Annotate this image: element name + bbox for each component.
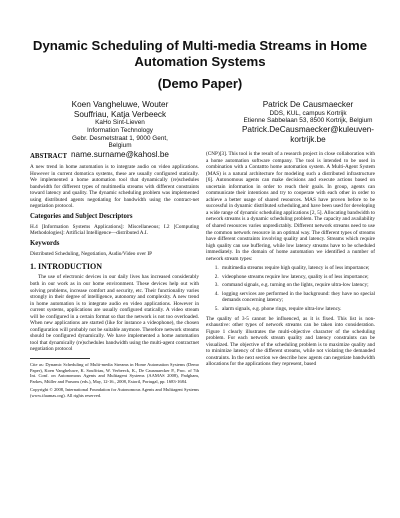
- body-paragraph: The quality of 3-5 cannot be influenced, as it is fixed. This list is non-exhaustive: other types of network streams can be taken into consideration. Figure 1 clearly illustrates the multi-objective character of the scheduling problem. For each network stream quality and latency constraints can be visualized. The objective of the scheduling problem is to maximize quality and to minimize latency of the different streams, while not violating the demanded constraints. In the next section we describe how agents can negotiate bandwidth allocations for the applications they represent, based: [206, 315, 375, 368]
- copyright-footnote: Copyright © 2008, International Foundation for Autonomous Agents and Multiagent Systems (www.ifaamas.org). All rights reserved.: [30, 387, 199, 398]
- affiliation-line: Information Technology: [87, 126, 153, 134]
- list-item: 5. alarm signals, e.g. phone rings, require ultra-low latency.: [220, 306, 375, 313]
- introduction-heading: 1. INTRODUCTION: [30, 262, 103, 272]
- list-item: 3. command signals, e.g. turning on the lights, require ultra-low latency;: [220, 282, 375, 289]
- footnote-rule: [30, 358, 90, 359]
- author-names: Koen Vangheluwe, Wouter Souffriau, Katja Verbeeck: [71, 100, 169, 119]
- list-item: 2. videophone streams require low latency, quality is of less importance;: [220, 274, 375, 281]
- abstract-heading: ABSTRACT: [30, 153, 68, 160]
- affiliation-line: KaHo Sint-Lieven: [95, 119, 145, 127]
- left-column: [30, 151, 199, 402]
- paper-title: Dynamic Scheduling of Multi-media Streams in Home Automation Systems: [32, 38, 368, 69]
- introduction-text: The use of electronic devices in our daily lives has increased considerably both in our work as in our home environment. These devices help out with solving problems, increase comfort and security, etc. Their functionality varies strongly in their degree of intelligence, autonomy and complexity. A new trend in home automation is to integrate audio en video applications. However in current systems, applications are usually configured statically. A video stream will be configured in a certain format so that the network is not too overloaded. When new applications are started (like for instance a videophone), the chosen configuration will probably not be suitable anymore. Therefore network streams should be configured dynamically. We have implemented a home automation tool that dynamically (re)schedules bandwidth using the multi-agent contractnet negotiation protocol: [30, 274, 199, 353]
- abstract-text: A new trend in home automation is to integrate audio on video applications. However in current domotica systems, these are usually configured statically. We implemented a home automation tool that dynamically (re)schedules bandwidth for different types of multimedia streams with different constraints toward latency and quality. The dynamic scheduling problem was implemented using distributed agents negotiating for bandwidth using the contract-net negotiation protocol.: [30, 164, 199, 210]
- keywords-text: Distributed Scheduling, Negotiation, Audio/Video over IP: [30, 250, 153, 257]
- author-names: Patrick De Causmaecker: [262, 100, 354, 109]
- author-email: Patrick.DeCausmaecker@kuleuven-kortrijk.be: [241, 125, 375, 144]
- list-item: 1. multimedia streams require high quality, latency is of less importance;: [220, 265, 375, 272]
- author-block-right: [238, 100, 378, 144]
- list-item: 4. logging services are performed in the background: they have no special demands concerning latency;: [220, 291, 375, 304]
- right-column: [206, 151, 375, 371]
- author-email: name.surname@kahosl.be: [71, 150, 169, 159]
- stream-type-list: [206, 265, 375, 312]
- affiliation-line: DDS, KUL, campus Kortrijk: [269, 109, 347, 117]
- paper-subtitle: (Demo Paper): [157, 76, 243, 91]
- categories-heading: Categories and Subject Descriptors: [30, 212, 133, 220]
- categories-text: H.4 [Information Systems Applications]: Miscellaneous; I.2 [Computing Methodologies]: Artificial Intelligence—distributed A.I.: [30, 223, 199, 237]
- keywords-heading: Keywords: [30, 239, 60, 247]
- body-paragraph: (CNP)[3]. This tool is the result of a research project in close collaboration with a home automation software company. The tool is intended to be used in combination with a Contattto home automation system. A Multi-Agent System (MAS) is a natural architecture for modeling such a distributed infrastructure [6]. Autonomous agents can make decisions and execute actions based on uncertain information in order to reach their goals. In group, agents can communicate their intentions and try to cooperate with each other in order to achieve a better usage of shared resources. MAS have proven before to be successful in dynamic distributed scheduling,and have been used for developing a wide range of dynamic scheduling applications [2, 5]. Allocating bandwidth to network streams is a dynamic scheduling problem. The capacity and availability of shared resources varies unpredictably. Different network streams need to use the common network resource in an optimal way. The different types of streams have different constraints involving quality and latency. Streams which require high quality can use buffering, while low latency streams have to be scheduled immediately. In the domain of home automation we identified a number of network stream types:: [206, 151, 375, 262]
- citation-footnote: Cite as: Dynamic Scheduling of Multi-media Streams in Home Automation Systems (Demo Paper), Koen Vangheluwe, K. Souffriau, W. Verbeeck, K., De Causmaecker P., Proc. of 7th Int. Conf. on Autonomous Agents and Multiagent Systems (AAMAS 2008), Padgham, Parkes, Müller and Parsons (eds.), May, 12-16., 2008, Estoril, Portugal, pp. 1683-1684.: [30, 362, 199, 384]
- affiliation-line: Etienne Sabbelaan 53, 8500 Kortrijk, Belgium: [243, 117, 373, 125]
- affiliation-line: Gebr. Desmetstraat 1, 9000 Gent, Belgium: [72, 134, 168, 150]
